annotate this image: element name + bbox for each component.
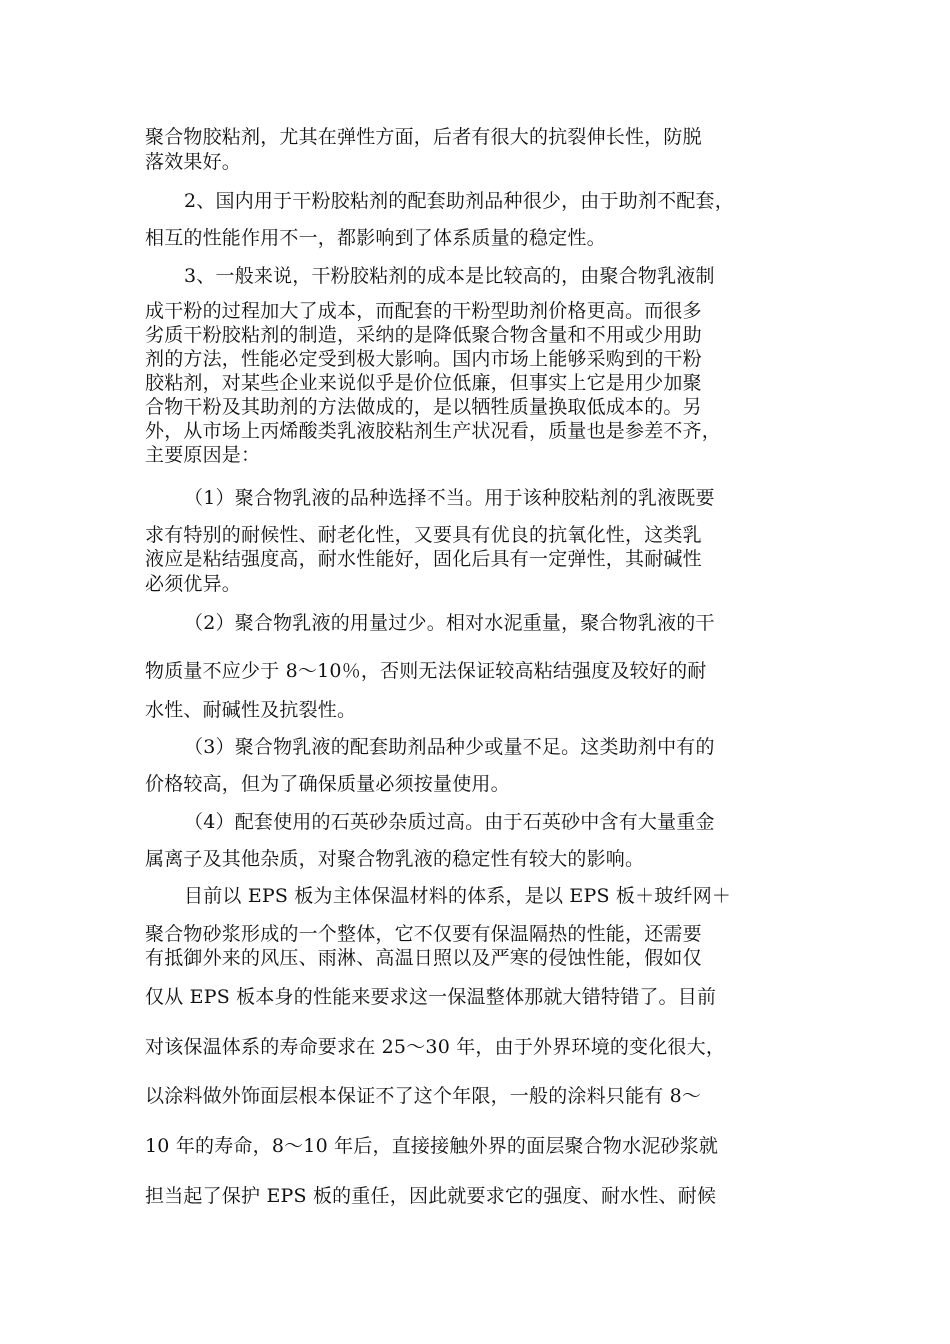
text-line: 劣质干粉胶粘剂的制造，采纳的是降低聚合物含量和不用或少用助 bbox=[145, 324, 702, 346]
text-line: 落效果好。 bbox=[145, 151, 242, 173]
text-line: 主要原因是： bbox=[145, 444, 261, 466]
text-line: （4）配套使用的石英砂杂质过高。由于石英砂中含有大量重金 bbox=[184, 811, 715, 833]
text-line: 仅从 EPS 板本身的性能来要求这一保温整体那就大错特错了。目前 bbox=[145, 986, 717, 1008]
text-line: 相互的性能作用不一，都影响到了体系质量的稳定性。 bbox=[145, 227, 606, 249]
text-line: 3、一般来说，干粉胶粘剂的成本是比较高的，由聚合物乳液制 bbox=[184, 265, 715, 287]
text-line: 10 年的寿命，8～10 年后，直接接触外界的面层聚合物水泥砂浆就 bbox=[145, 1135, 719, 1157]
text-line: （1）聚合物乳液的品种选择不当。用于该种胶粘剂的乳液既要 bbox=[184, 487, 715, 509]
text-line: 外，从市场上丙烯酸类乳液胶粘剂生产状况看，质量也是参差不齐， bbox=[145, 420, 722, 442]
text-line: 对该保温体系的寿命要求在 25～30 年，由于外界环境的变化很大， bbox=[145, 1036, 726, 1058]
text-line: （2）聚合物乳液的用量过少。相对水泥重量，聚合物乳液的干 bbox=[184, 612, 715, 634]
text-line: 聚合物胶粘剂，尤其在弹性方面，后者有很大的抗裂伸长性，防脱 bbox=[145, 126, 702, 148]
text-line: 以涂料做外饰面层根本保证不了这个年限，一般的涂料只能有 8～ bbox=[145, 1085, 702, 1107]
text-line: （3）聚合物乳液的配套助剂品种少或量不足。这类助剂中有的 bbox=[184, 736, 715, 758]
text-line: 胶粘剂，对某些企业来说似乎是价位低廉，但事实上它是用少加聚 bbox=[145, 372, 702, 394]
text-line: 担当起了保护 EPS 板的重任，因此就要求它的强度、耐水性、耐候 bbox=[145, 1185, 717, 1207]
text-line: 成干粉的过程加大了成本，而配套的干粉型助剂价格更高。而很多 bbox=[145, 300, 702, 322]
text-line: 目前以 EPS 板为主体保温材料的体系，是以 EPS 板＋玻纤网＋ bbox=[184, 885, 732, 907]
text-line: 剂的方法，性能必定受到极大影响。国内市场上能够采购到的干粉 bbox=[145, 348, 702, 370]
text-line: 求有特别的耐候性、耐老化性，又要具有优良的抗氧化性，这类乳 bbox=[145, 524, 702, 546]
text-line: 合物干粉及其助剂的方法做成的，是以牺牲质量换取低成本的。另 bbox=[145, 396, 702, 418]
text-line: 聚合物砂浆形成的一个整体，它不仅要有保温隔热的性能，还需要 bbox=[145, 923, 702, 945]
text-line: 水性、耐碱性及抗裂性。 bbox=[145, 699, 357, 721]
text-line: 物质量不应少于 8～10％，否则无法保证较高粘结强度及较好的耐 bbox=[145, 660, 707, 682]
text-line: 价格较高，但为了确保质量必须按量使用。 bbox=[145, 773, 510, 795]
text-line: 必须优异。 bbox=[145, 573, 242, 595]
text-line: 属离子及其他杂质，对聚合物乳液的稳定性有较大的影响。 bbox=[145, 848, 645, 870]
text-line: 有抵御外来的风压、雨淋、高温日照以及严寒的侵蚀性能，假如仅 bbox=[145, 947, 702, 969]
text-line: 液应是粘结强度高，耐水性能好，固化后具有一定弹性，其耐碱性 bbox=[145, 548, 702, 570]
text-line: 2、国内用于干粉胶粘剂的配套助剂品种很少，由于助剂不配套， bbox=[184, 190, 734, 212]
